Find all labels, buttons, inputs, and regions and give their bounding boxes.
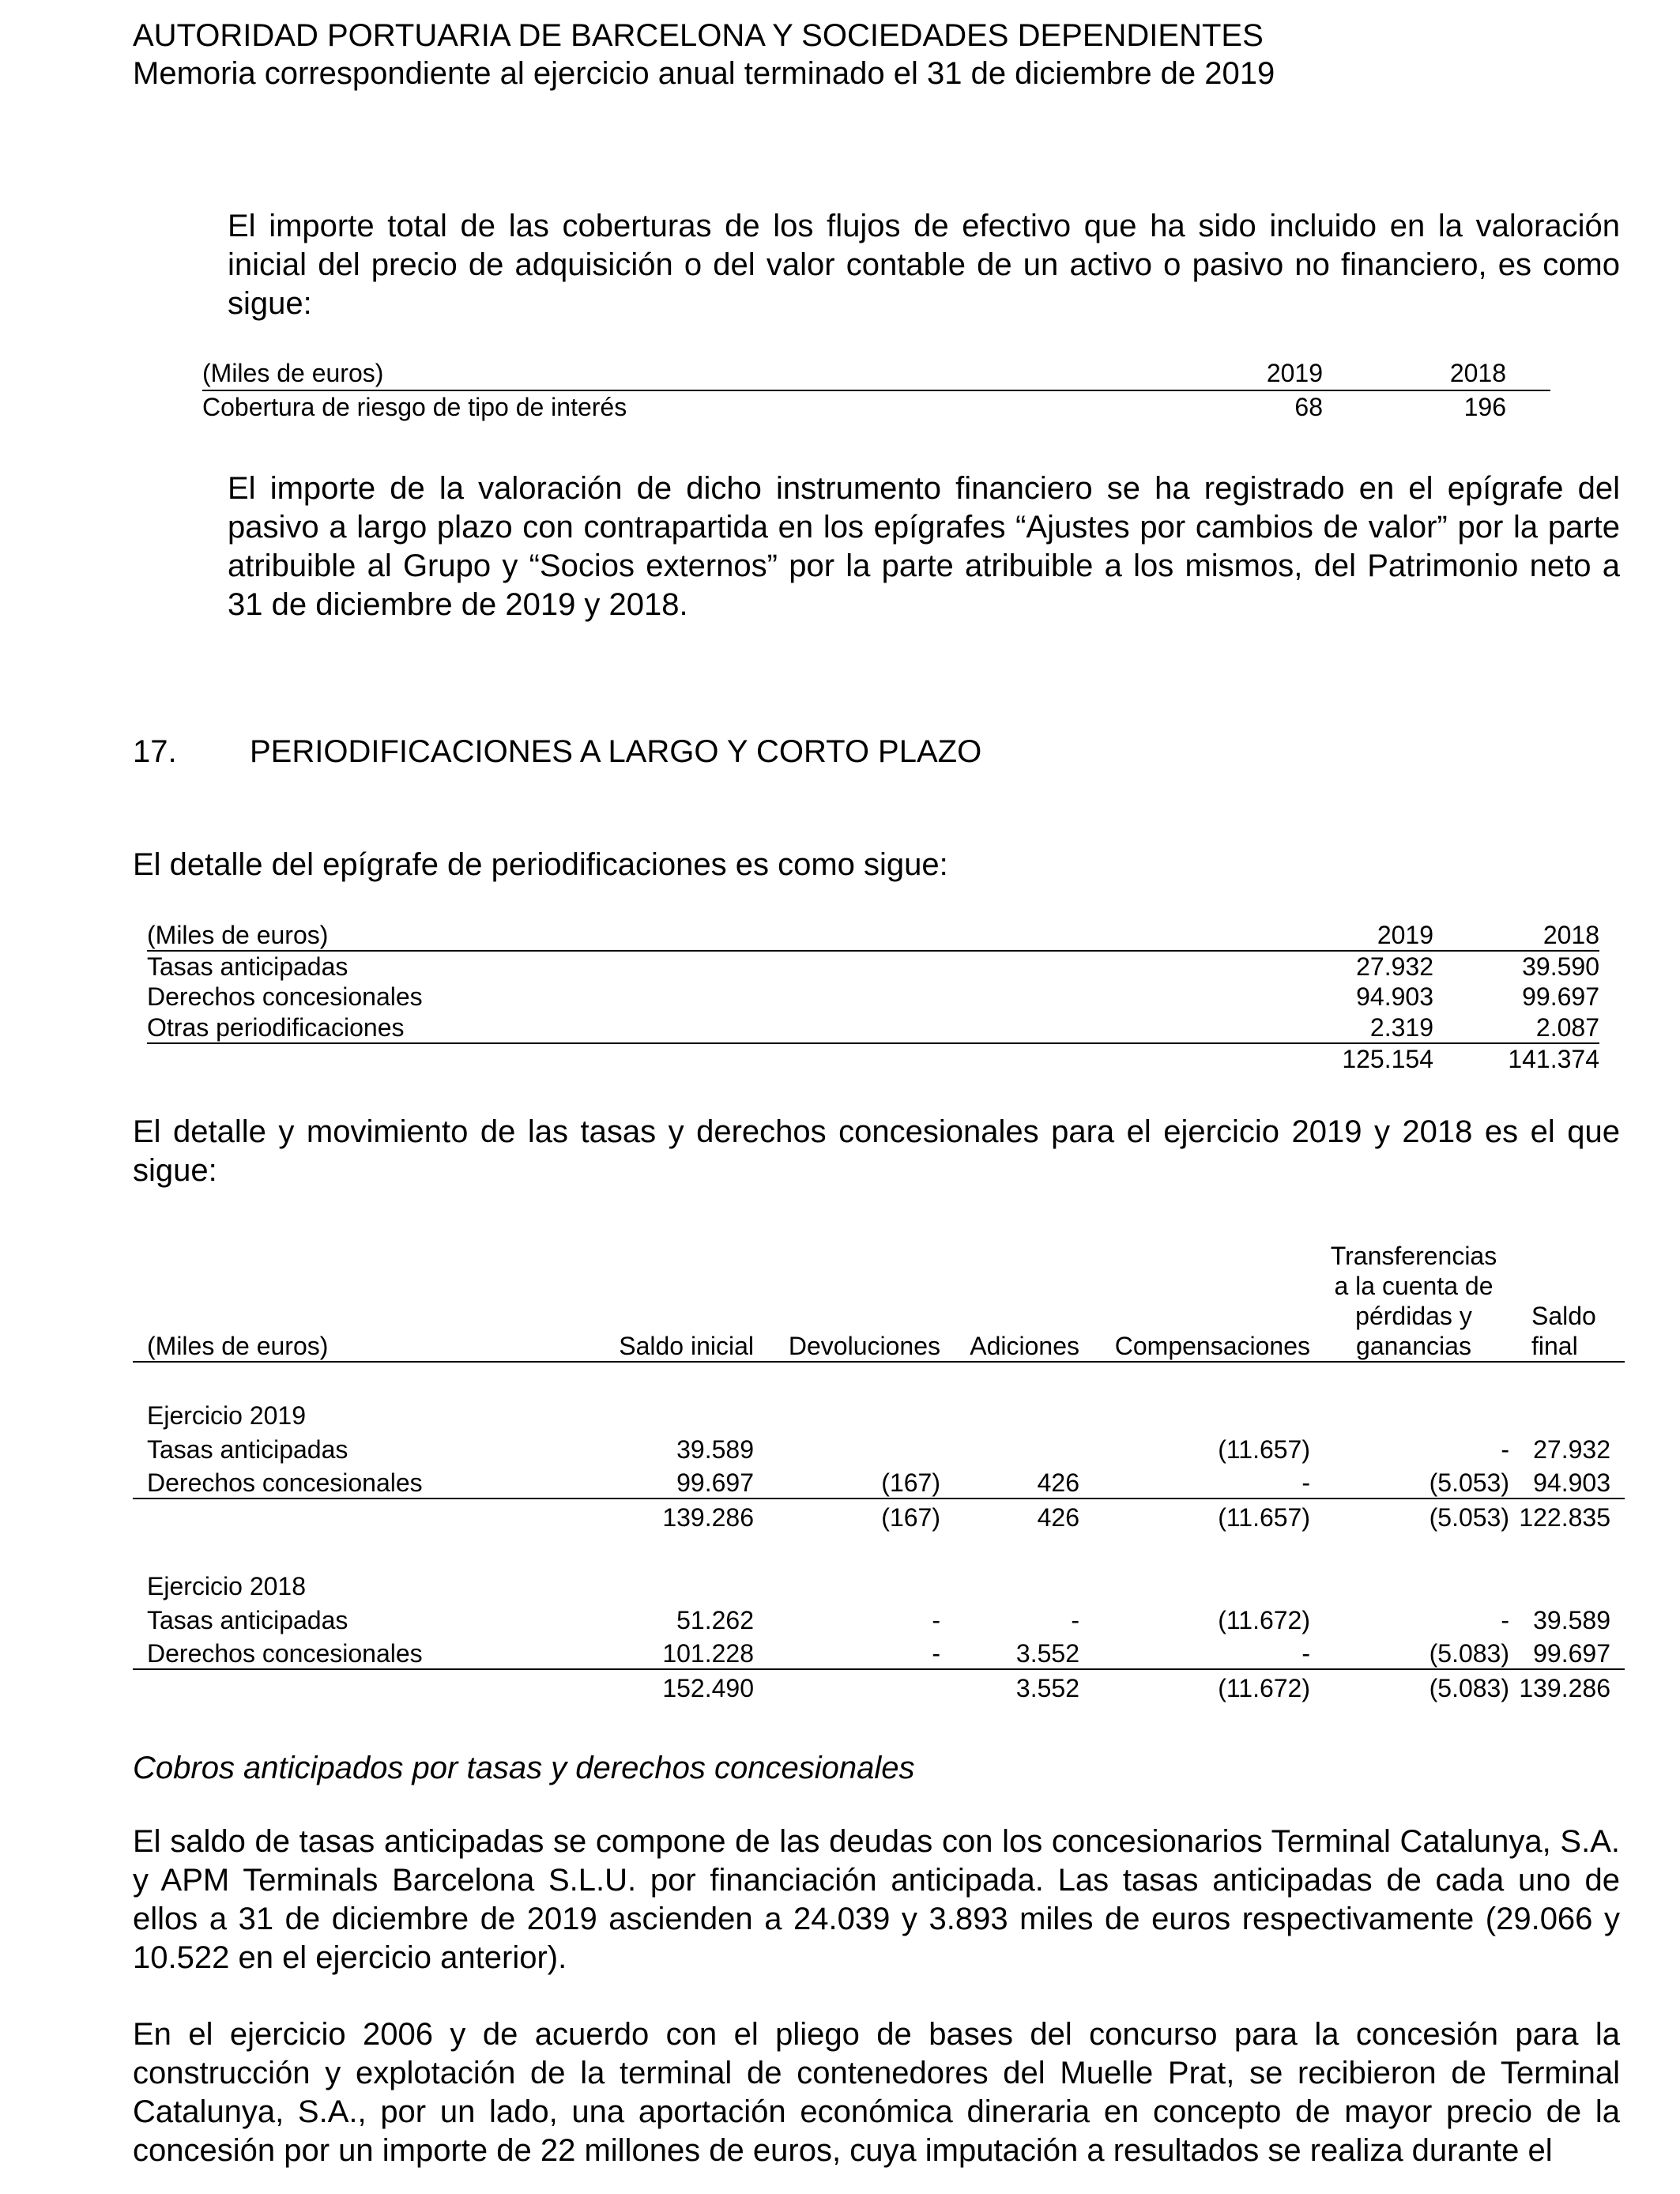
table-row [133, 1465, 1625, 1498]
adiciones: 426 [940, 1498, 1079, 1532]
year-2019-title: Ejercicio 2019 [147, 1401, 306, 1430]
value-2018: 2.087 [1433, 1012, 1599, 1043]
saldo-final: 139.286 [1519, 1674, 1610, 1702]
value-2018: 196 [1463, 393, 1506, 421]
transferencias: - [1501, 1435, 1509, 1464]
hedge-table [202, 357, 1550, 424]
paragraph-movement-intro: El detalle y movimiento de las tasas y derechos concesionales para el ejercicio 2019 y 2018 es el que sigue: [133, 1114, 1620, 1188]
value-2019: 2.319 [1264, 1012, 1433, 1043]
paragraph-valuation: El importe de la valoración de dicho instrumento financiero se ha registrado en el epígrafe del pasivo a largo plazo con contrapartida en los epígrafes “Ajustes por cambios de valor” por la parte atribuible al Grupo y “Socios externos” por la parte atribuible a los mismos, del Patrimonio neto a 31 de diciembre de 2019 y 2018. [228, 471, 1620, 622]
saldo-inicial: 101.228 [552, 1635, 754, 1669]
row-label: Tasas anticipadas [147, 952, 348, 981]
col-saldo-inicial: Saldo inicial [552, 1241, 754, 1362]
table-header-row [133, 1241, 1625, 1362]
saldo-final: 27.932 [1533, 1435, 1610, 1464]
total-row [133, 1669, 1625, 1703]
paragraph-advance-fees: El saldo de tasas anticipadas se compone de las deudas con los concesionarios Terminal Catalunya, S.A. y APM Terminals Barcelona S.L.U. por financiación anticipada. Las tasas anticipadas de cada uno de ellos a 31 de diciembre de 2019 ascienden a 24.039 y 3.893 miles de euros respectivamente (29.066 y 10.522 en el ejercicio anterior). [133, 1824, 1620, 1975]
subsection-title: Cobros anticipados por tasas y derechos concesionales [133, 1751, 915, 1785]
transferencias: - [1501, 1606, 1509, 1634]
total-2019: 125.154 [1342, 1044, 1433, 1073]
compensaciones: (11.672) [1218, 1674, 1310, 1702]
transferencias: (5.083) [1429, 1674, 1509, 1702]
devoluciones: (167) [754, 1498, 940, 1532]
transferencias: (5.053) [1429, 1468, 1509, 1497]
unit-label: (Miles de euros) [147, 920, 1264, 951]
value-2019: 94.903 [1356, 982, 1433, 1011]
row-label: Otras periodificaciones [147, 1012, 1264, 1043]
col-2018: 2018 [1433, 920, 1599, 951]
saldo-inicial: 99.697 [676, 1468, 754, 1497]
adiciones [940, 1431, 1079, 1465]
row-label: Derechos concesionales [147, 982, 423, 1011]
year-2018-title: Ejercicio 2018 [147, 1572, 306, 1600]
saldo-final: 99.697 [1509, 1635, 1625, 1669]
paragraph-concession-2006: En el ejercicio 2006 y de acuerdo con el pliego de bases del concurso para la concesión para la construcción y explotación de la terminal de contenedores del Muelle Prat, se recibieron de Terminal Catalunya, S.A., por un lado, una aportación económica dineraria en concepto de mayor precio de la concesión por un importe de 22 millones de euros, cuya imputación a resultados se realiza durante el [133, 2017, 1620, 2168]
table-row [147, 982, 1599, 1012]
value-2018: 39.590 [1522, 952, 1599, 981]
compensaciones: (11.657) [1079, 1498, 1310, 1532]
devoluciones: - [754, 1635, 940, 1669]
total-2018: 141.374 [1508, 1044, 1599, 1073]
devoluciones: (167) [881, 1468, 940, 1497]
table-row [202, 390, 1550, 424]
saldo-inicial: 139.286 [552, 1498, 754, 1532]
transferencias: (5.053) [1310, 1498, 1509, 1532]
table-row [147, 1012, 1599, 1043]
devoluciones [754, 1431, 940, 1465]
adiciones: - [1071, 1606, 1079, 1634]
table-header-row [202, 357, 1550, 390]
header-entity: AUTORIDAD PORTUARIA DE BARCELONA Y SOCIEDADES DEPENDIENTES [133, 18, 1264, 53]
paragraph-accruals-intro: El detalle del epígrafe de periodificaciones es como sigue: [133, 847, 948, 882]
total-row [147, 1043, 1599, 1074]
col-transferencias: Transferencias a la cuenta de pérdidas y ganancias [1310, 1241, 1509, 1362]
saldo-final: 122.835 [1509, 1498, 1625, 1532]
year-2018-heading-row [133, 1567, 1625, 1601]
paragraph-hedges-intro: El importe total de las coberturas de los flujos de efectivo que ha sido incluido en la valoración inicial del precio de adquisición o del valor contable de un activo o pasivo no financiero, es como sigue: [228, 209, 1620, 321]
adiciones: 3.552 [940, 1635, 1079, 1669]
table-row [133, 1431, 1625, 1465]
total-row [133, 1498, 1625, 1532]
col-2018: 2018 [1323, 357, 1550, 390]
adiciones: 426 [1037, 1468, 1079, 1497]
saldo-inicial: 51.262 [676, 1606, 754, 1634]
table-header-row [147, 920, 1599, 951]
col-devoluciones: Devoluciones [754, 1241, 940, 1362]
movement-table [133, 1241, 1625, 1703]
compensaciones: (11.657) [1218, 1435, 1310, 1464]
row-label: Cobertura de riesgo de tipo de interés [202, 393, 627, 421]
compensaciones: - [1079, 1635, 1310, 1669]
compensaciones: - [1301, 1468, 1310, 1497]
col-2019: 2019 [1143, 357, 1323, 390]
row-label: Derechos concesionales [133, 1635, 552, 1669]
header-report: Memoria correspondiente al ejercicio anual terminado el 31 de diciembre de 2019 [133, 56, 1275, 91]
devoluciones [754, 1669, 940, 1703]
adiciones: 3.552 [1015, 1674, 1079, 1702]
table-row [133, 1601, 1625, 1635]
unit-label: (Miles de euros) [202, 357, 1143, 390]
value-2019: 27.932 [1356, 952, 1433, 981]
saldo-final: 39.589 [1533, 1606, 1610, 1634]
unit-label: (Miles de euros) [133, 1241, 552, 1362]
row-label: Tasas anticipadas [147, 1435, 348, 1464]
value-2018: 99.697 [1522, 982, 1599, 1011]
saldo-inicial: 39.589 [676, 1435, 754, 1464]
transferencias: (5.083) [1310, 1635, 1509, 1669]
col-saldo-final: Saldo final [1509, 1241, 1625, 1362]
saldo-final: 94.903 [1533, 1468, 1610, 1497]
value-2019: 68 [1294, 393, 1323, 421]
compensaciones: (11.672) [1218, 1606, 1310, 1634]
section-number: 17. [133, 734, 177, 769]
col-adiciones: Adiciones [940, 1241, 1079, 1362]
table-row [147, 951, 1599, 982]
devoluciones: - [932, 1606, 940, 1634]
section-heading [133, 733, 981, 770]
saldo-inicial: 152.490 [662, 1674, 754, 1702]
section-title: PERIODIFICACIONES A LARGO Y CORTO PLAZO [250, 734, 982, 769]
col-compensaciones: Compensaciones [1079, 1241, 1310, 1362]
accruals-table [147, 920, 1599, 1074]
year-2019-heading-row [133, 1397, 1625, 1431]
row-label: Derechos concesionales [147, 1468, 423, 1497]
table-row [133, 1635, 1625, 1669]
row-label: Tasas anticipadas [147, 1606, 348, 1634]
col-2019: 2019 [1264, 920, 1433, 951]
